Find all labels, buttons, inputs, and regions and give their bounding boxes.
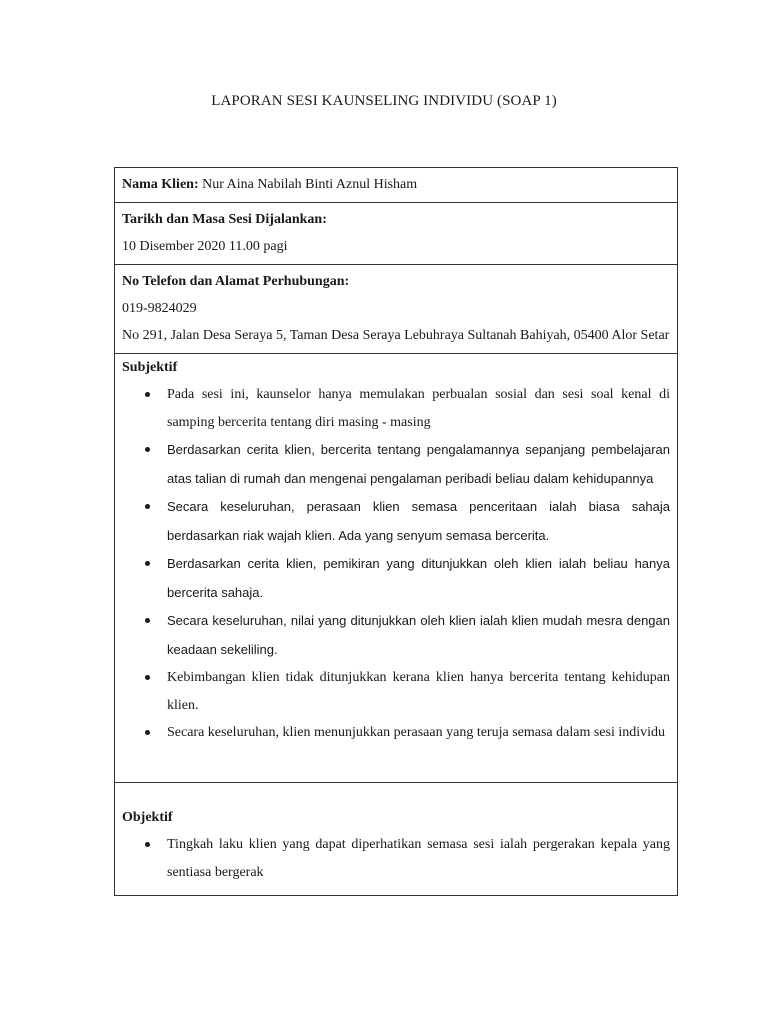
list-item-text: Pada sesi ini, kaunselor hanya memulakan perbualan sosial dan sesi soal kenal di samping bercerita tentang diri masing - masing: [167, 387, 670, 430]
list-item-text: Tingkah laku klien yang dapat diperhatikan semasa sesi ialah pergerakan kepala yang sentiasa bergerak: [167, 837, 670, 880]
list-item-text: Berdasarkan cerita klien, bercerita tentang pengalamannya sepanjang pembelajaran atas talian di rumah dan mengenai pengalaman peribadi beliau dalam kehidupannya: [167, 442, 670, 486]
client-name-label: Nama Klien:: [122, 177, 199, 192]
subjektif-section: [115, 354, 677, 783]
list-item: [122, 664, 670, 719]
list-item-text: Kebimbangan klien tidak ditunjukkan kerana klien hanya bercerita tentang kehidupan klien.: [167, 670, 670, 713]
document-title: LAPORAN SESI KAUNSELING INDIVIDU (SOAP 1): [211, 93, 557, 109]
subjektif-heading: Subjektif: [122, 360, 178, 375]
list-item: [122, 493, 670, 550]
subjektif-list: [122, 381, 670, 747]
client-name-row: [115, 168, 677, 203]
list-item-text: Secara keseluruhan, klien menunjukkan perasaan yang teruja semasa dalam sesi individu: [167, 725, 665, 740]
bullet-icon: [145, 561, 150, 566]
list-item: [122, 550, 670, 607]
bullet-icon: [145, 392, 150, 397]
objektif-heading: Objektif: [122, 810, 173, 825]
bullet-icon: [145, 675, 150, 680]
objektif-list: [122, 831, 670, 886]
phone-number: 019-9824029: [122, 301, 197, 316]
list-item: [122, 436, 670, 493]
list-item: [122, 381, 670, 436]
bullet-icon: [145, 504, 150, 509]
session-datetime-row: [115, 203, 677, 265]
session-datetime-label: Tarikh dan Masa Sesi Dijalankan:: [122, 212, 327, 227]
bullet-icon: [145, 730, 150, 735]
client-name-value: Nur Aina Nabilah Binti Aznul Hisham: [198, 177, 418, 192]
bullet-icon: [145, 618, 150, 623]
bullet-icon: [145, 447, 150, 452]
session-datetime-value: 10 Disember 2020 11.00 pagi: [122, 239, 288, 254]
address: No 291, Jalan Desa Seraya 5, Taman Desa Seraya Lebuhraya Sultanah Bahiyah, 05400 Alor Setar: [122, 328, 670, 343]
list-item: [122, 831, 670, 886]
list-item-text: Secara keseluruhan, nilai yang ditunjukkan oleh klien ialah klien mudah mesra dengan keadaan sekeliling.: [167, 613, 670, 657]
objektif-section: [115, 783, 677, 895]
list-item-text: Berdasarkan cerita klien, pemikiran yang ditunjukkan oleh klien ialah beliau hanya bercerita sahaja.: [167, 556, 670, 600]
contact-label: No Telefon dan Alamat Perhubungan:: [122, 274, 350, 289]
list-item-text: Secara keseluruhan, perasaan klien semasa penceritaan ialah biasa sahaja berdasarkan riak wajah klien. Ada yang senyum semasa bercerita.: [167, 499, 670, 543]
bullet-icon: [145, 842, 150, 847]
list-item: [122, 719, 670, 747]
list-item: [122, 607, 670, 664]
contact-row: [115, 265, 677, 354]
soap-report-table: [114, 167, 678, 896]
